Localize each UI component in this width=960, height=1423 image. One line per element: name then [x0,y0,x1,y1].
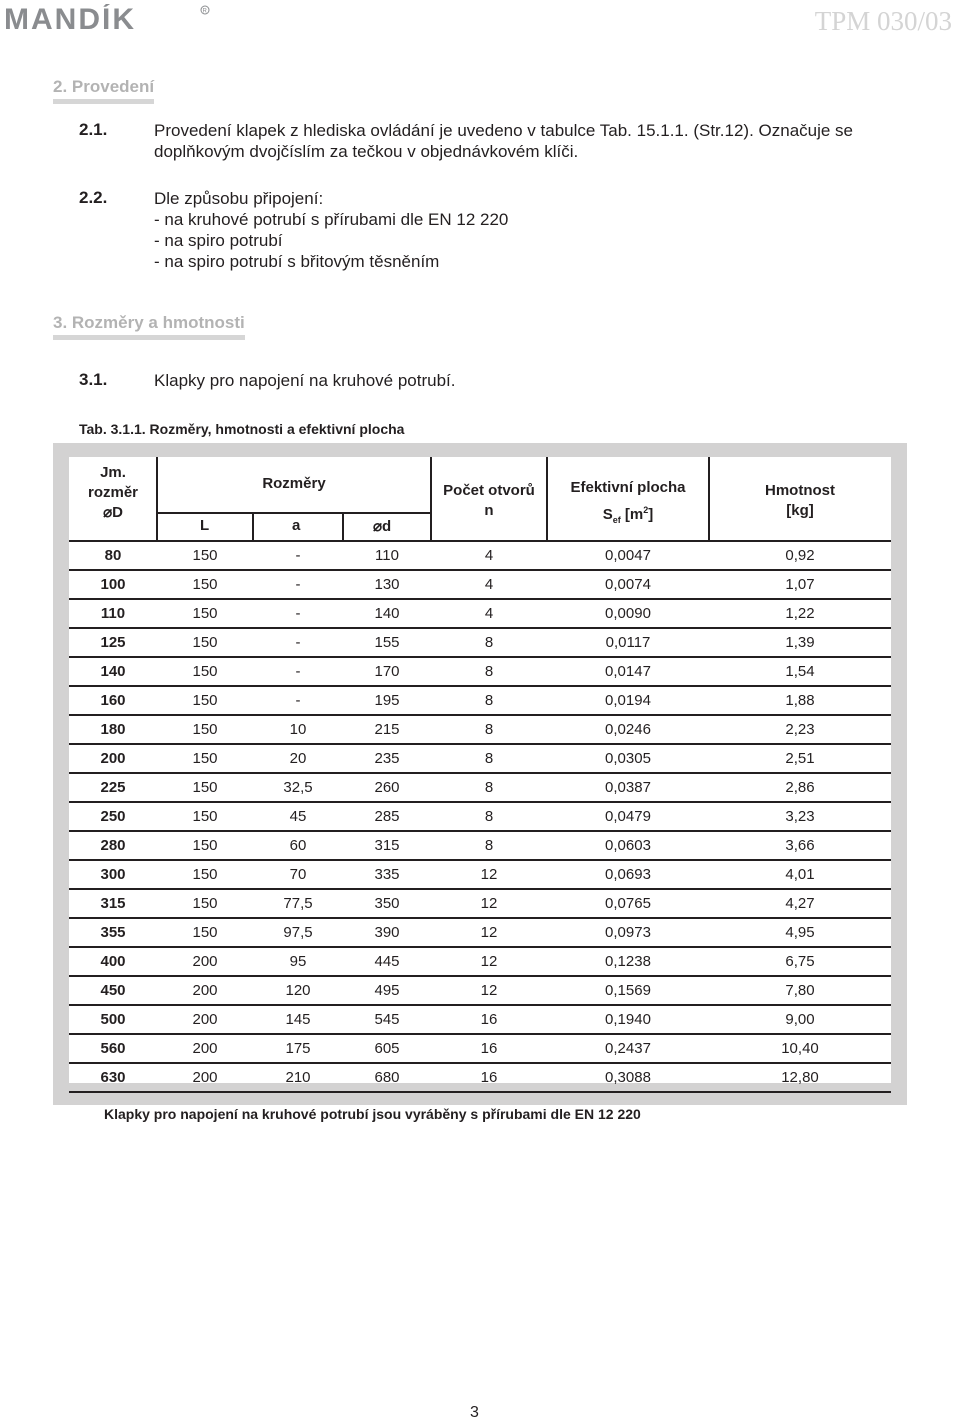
cell-dim-a: 20 [289,750,307,767]
cell-diameter-d: 170 [374,663,400,680]
table-row [69,1064,891,1093]
cell-nominal-size: 450 [100,982,126,999]
cell-length-L: 200 [192,1069,218,1086]
cell-dim-a: 10 [289,721,307,738]
cell-hole-count: 8 [484,808,494,825]
cell-nominal-size: 630 [100,1069,126,1086]
table-caption: Tab. 3.1.1. Rozměry, hmotnosti a efektivní plocha [79,421,405,437]
dimensions-table-frame [53,443,907,1105]
cell-hole-count: 12 [480,895,498,912]
cell-hole-count: 4 [484,605,494,622]
table-row [69,542,891,571]
cell-effective-area: 0,1940 [605,1011,651,1028]
header-d: ⌀d [373,518,392,535]
cell-dim-a: 97,5 [283,924,313,941]
cell-length-L: 150 [192,779,218,796]
para-2-2-line2: - na kruhové potrubí s přírubami dle EN 12 220 [154,210,509,229]
cell-dim-a: - [295,547,301,564]
cell-effective-area: 0,0973 [605,924,651,941]
table-row [69,687,891,716]
cell-length-L: 150 [192,895,218,912]
header-hole-count-line2: n [484,502,494,519]
para-2-2-line4: - na spiro potrubí s břitovým těsněním [154,252,440,271]
cell-effective-area: 0,0305 [605,750,651,767]
cell-diameter-d: 680 [374,1069,400,1086]
cell-diameter-d: 195 [374,692,400,709]
table-row [69,600,891,629]
cell-hole-count: 12 [480,924,498,941]
cell-diameter-d: 495 [374,982,400,999]
cell-dim-a: - [295,692,301,709]
cell-nominal-size: 315 [100,895,126,912]
cell-nominal-size: 250 [100,808,126,825]
cell-dim-a: - [295,605,301,622]
cell-weight: 4,95 [785,924,815,941]
cell-dim-a: 60 [289,837,307,854]
header-L: L [200,517,210,534]
cell-weight: 2,51 [785,750,815,767]
cell-hole-count: 16 [480,1040,498,1057]
cell-dim-a: 77,5 [283,895,313,912]
cell-diameter-d: 390 [374,924,400,941]
cell-effective-area: 0,1238 [605,953,651,970]
cell-diameter-d: 445 [374,953,400,970]
cell-effective-area: 0,0693 [605,866,651,883]
cell-dim-a: 145 [285,1011,311,1028]
header-nominal-size-line3: ⌀D [103,504,123,521]
cell-hole-count: 4 [484,576,494,593]
grid-line [156,512,432,514]
grid-line [342,513,344,540]
cell-diameter-d: 140 [374,605,400,622]
cell-hole-count: 16 [480,1011,498,1028]
cell-effective-area: 0,1569 [605,982,651,999]
cell-nominal-size: 200 [100,750,126,767]
header-nominal-size [69,463,157,523]
cell-weight: 2,86 [785,779,815,796]
header-dimensions: Rozměry [262,475,326,492]
cell-hole-count: 4 [484,547,494,564]
cell-effective-area: 0,0047 [605,547,651,564]
cell-effective-area: 0,3088 [605,1069,651,1086]
cell-diameter-d: 215 [374,721,400,738]
cell-effective-area: 0,0246 [605,721,651,738]
cell-dim-a: - [295,663,301,680]
table-row [69,745,891,774]
table-row [69,658,891,687]
cell-length-L: 150 [192,866,218,883]
cell-weight: 10,40 [781,1040,819,1057]
para-2-2-number: 2.2. [79,188,108,207]
header-nominal-size-line2: rozměr [87,484,139,501]
cell-effective-area: 0,0117 [605,634,651,651]
cell-effective-area: 0,0147 [605,663,651,680]
para-2-2-line1: Dle způsobu připojení: [154,189,324,208]
grid-line [546,457,548,540]
cell-hole-count: 12 [480,953,498,970]
cell-diameter-d: 235 [374,750,400,767]
para-2-1-line1: Provedení klapek z hlediska ovládání je uvedeno v tabulce Tab. 15.1.1. (Str.12). Označuje se [154,121,854,140]
table-row [69,890,891,919]
cell-nominal-size: 355 [100,924,126,941]
cell-diameter-d: 130 [374,576,400,593]
table-row [69,1035,891,1064]
para-3-1-text: Klapky pro napojení na kruhové potrubí. [154,371,456,390]
row-divider [69,1091,891,1093]
cell-length-L: 150 [192,663,218,680]
cell-weight: 1,88 [785,692,815,709]
grid-line [430,457,432,540]
cell-dim-a: 95 [289,953,307,970]
cell-hole-count: 8 [484,837,494,854]
cell-length-L: 150 [192,924,218,941]
document-code: TPM 030/03 [814,6,952,36]
cell-diameter-d: 335 [374,866,400,883]
cell-nominal-size: 80 [104,547,122,564]
cell-length-L: 150 [192,576,218,593]
cell-length-L: 150 [192,808,218,825]
cell-weight: 1,39 [785,634,815,651]
table-row [69,977,891,1006]
cell-effective-area: 0,0194 [605,692,651,709]
cell-weight: 4,27 [785,895,815,912]
cell-length-L: 200 [192,1040,218,1057]
para-3-1-number: 3.1. [79,370,108,389]
table-row [69,948,891,977]
header-effective-area-line2: $S_{ef}$ $[m^2]$ [602,505,654,525]
cell-hole-count: 8 [484,779,494,796]
page-number: 3 [470,1404,479,1421]
cell-dim-a: - [295,576,301,593]
cell-weight: 1,54 [785,663,815,680]
table-row [69,919,891,948]
dimensions-table [69,457,891,1086]
cell-weight: 0,92 [785,547,815,564]
cell-diameter-d: 545 [374,1011,400,1028]
table-row [69,803,891,832]
cell-diameter-d: 260 [374,779,400,796]
cell-diameter-d: 350 [374,895,400,912]
cell-length-L: 200 [192,982,218,999]
table-row [69,629,891,658]
cell-hole-count: 12 [480,982,498,999]
cell-diameter-d: 155 [374,634,400,651]
header-hole-count-line1: Počet otvorů [443,482,535,499]
header-effective-area-line1: Efektivní plocha [570,479,686,496]
cell-nominal-size: 280 [100,837,126,854]
cell-length-L: 150 [192,692,218,709]
cell-dim-a: 120 [285,982,311,999]
para-2-2-text [154,188,508,272]
table-row [69,571,891,600]
section-2-heading: 2. Provedení [53,77,154,104]
cell-effective-area: 0,0090 [605,605,651,622]
cell-diameter-d: 110 [375,547,399,564]
cell-hole-count: 16 [480,1069,498,1086]
cell-nominal-size: 225 [100,779,126,796]
cell-length-L: 150 [192,721,218,738]
mandik-logo [4,4,214,32]
cell-weight: 1,07 [785,576,815,593]
cell-dim-a: 175 [285,1040,311,1057]
cell-nominal-size: 560 [100,1040,126,1057]
cell-weight: 7,80 [785,982,815,999]
table-row [69,716,891,745]
grid-line [252,513,254,540]
cell-diameter-d: 315 [374,837,400,854]
cell-nominal-size: 140 [100,663,126,680]
cell-dim-a: 210 [285,1069,311,1086]
cell-weight: 9,00 [785,1011,815,1028]
table-row [69,832,891,861]
cell-nominal-size: 300 [100,866,126,883]
cell-diameter-d: 285 [374,808,400,825]
cell-length-L: 150 [192,605,218,622]
header-a: a [292,517,301,534]
cell-nominal-size: 110 [100,605,126,622]
cell-nominal-size: 160 [100,692,126,709]
cell-dim-a: 70 [289,866,307,883]
cell-weight: 2,23 [785,721,815,738]
cell-weight: 6,75 [785,953,815,970]
logo-text: MANDÍK [4,4,136,32]
header-nominal-size-line1: Jm. [100,464,126,481]
grid-line [708,457,710,540]
cell-effective-area: 0,0074 [605,576,651,593]
cell-length-L: 150 [192,837,218,854]
cell-nominal-size: 500 [100,1011,126,1028]
cell-nominal-size: 400 [100,953,126,970]
table-row [69,1006,891,1035]
cell-effective-area: 0,0603 [605,837,651,854]
cell-hole-count: 12 [480,866,498,883]
para-2-1-line2: doplňkovým dvojčíslím za tečkou v objednávkovém klíči. [154,142,579,161]
cell-length-L: 200 [192,953,218,970]
para-2-1-text [154,120,853,162]
header-effective-area [547,477,709,531]
para-2-2-line3: - na spiro potrubí [154,231,283,250]
cell-length-L: 150 [192,750,218,767]
header-weight-line1: Hmotnost [765,482,835,499]
cell-dim-a: 45 [289,808,307,825]
grid-line [156,457,158,540]
cell-length-L: 200 [192,1011,218,1028]
cell-length-L: 150 [192,634,218,651]
para-2-1-number: 2.1. [79,120,108,139]
cell-hole-count: 8 [484,750,494,767]
table-footnote: Klapky pro napojení na kruhové potrubí jsou vyráběny s přírubami dle EN 12 220 [104,1106,641,1122]
cell-effective-area: 0,0765 [605,895,651,912]
cell-hole-count: 8 [484,634,494,651]
cell-weight: 1,22 [785,605,815,622]
cell-hole-count: 8 [484,692,494,709]
cell-diameter-d: 605 [374,1040,400,1057]
cell-hole-count: 8 [484,663,494,680]
cell-nominal-size: 180 [100,721,126,738]
cell-length-L: 150 [192,547,218,564]
cell-weight: 12,80 [781,1069,819,1086]
cell-effective-area: 0,0387 [605,779,651,796]
section-3-heading: 3. Rozměry a hmotnosti [53,313,245,340]
cell-dim-a: 32,5 [283,779,313,796]
cell-dim-a: - [295,634,301,651]
cell-hole-count: 8 [484,721,494,738]
cell-nominal-size: 125 [100,634,126,651]
header-hole-count [431,481,547,521]
table-row [69,861,891,890]
table-row [69,774,891,803]
header-weight [709,481,891,521]
cell-nominal-size: 100 [100,576,126,593]
cell-weight: 3,23 [785,808,815,825]
cell-effective-area: 0,2437 [605,1040,651,1057]
cell-effective-area: 0,0479 [605,808,651,825]
cell-weight: 3,66 [785,837,815,854]
cell-weight: 4,01 [785,866,815,883]
header-weight-line2: [kg] [786,502,814,519]
svg-text:R: R [202,8,207,15]
